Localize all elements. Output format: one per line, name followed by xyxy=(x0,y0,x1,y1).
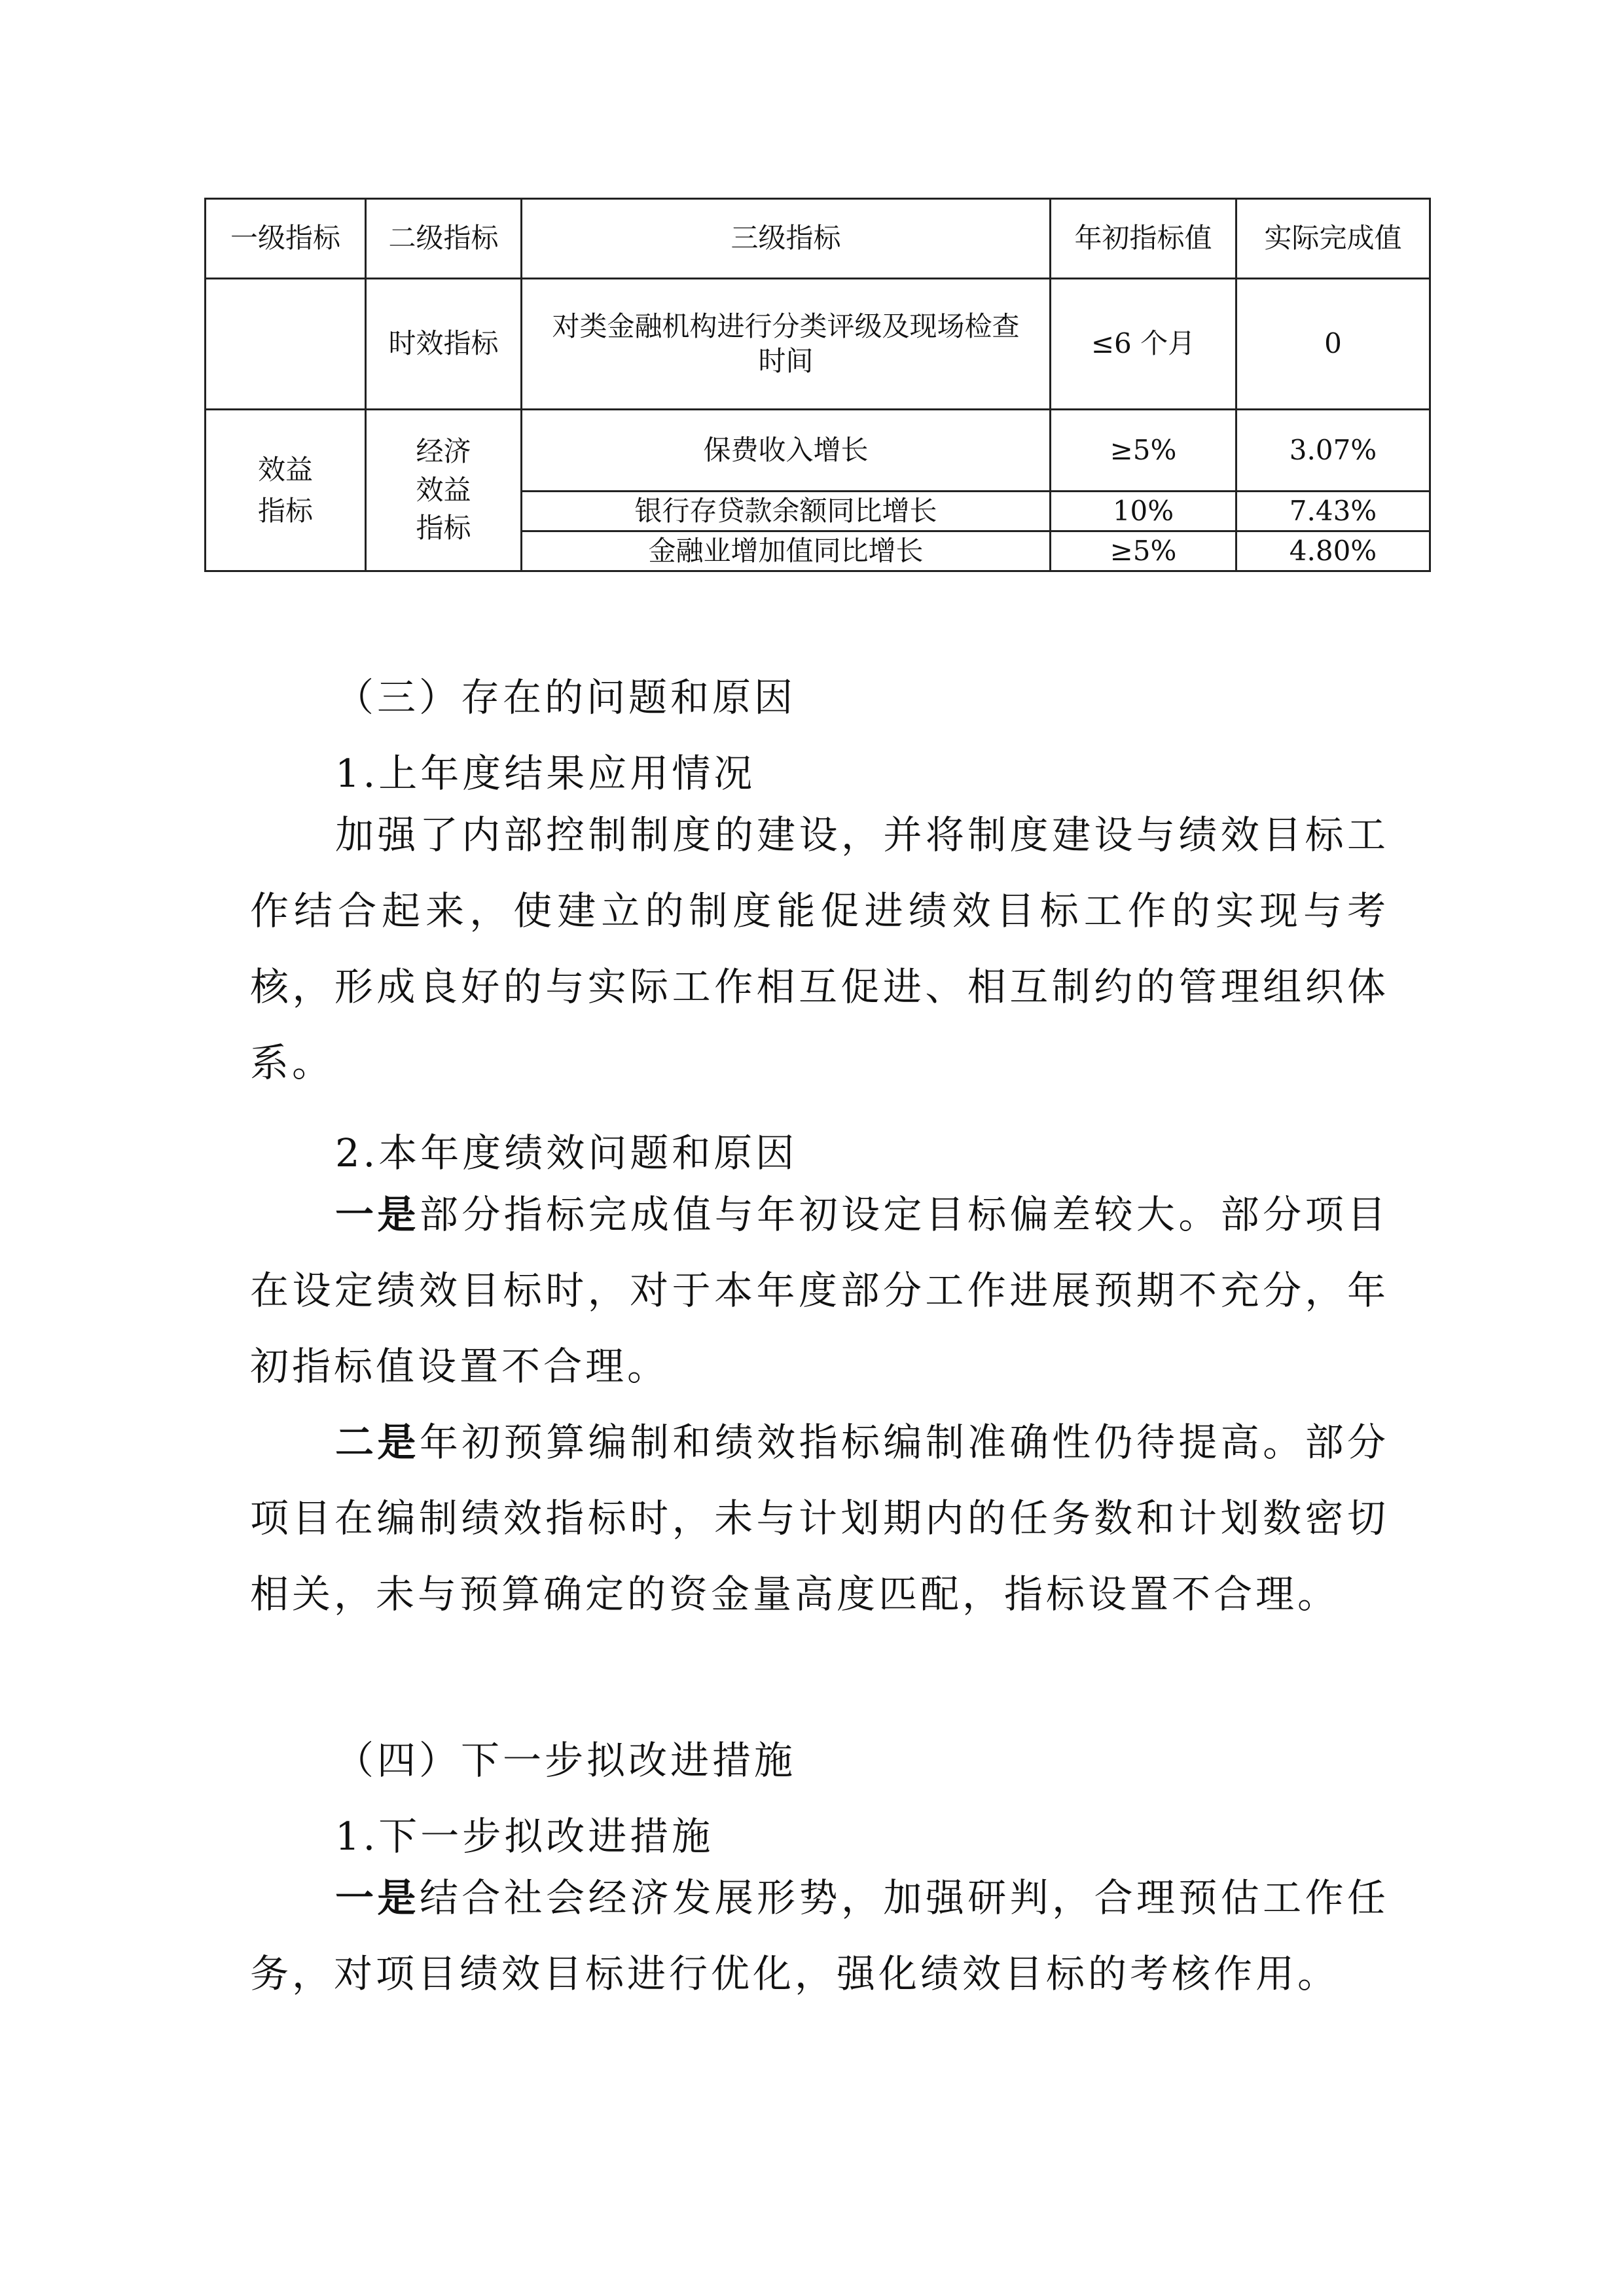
cell-actual: 4.80% xyxy=(1236,531,1430,571)
cell-level1-benefit: 效益指标 xyxy=(206,410,366,571)
lead-one-measure: 一是 xyxy=(335,1875,420,1920)
cell-target: ≥5% xyxy=(1051,410,1236,492)
lead-two: 二是 xyxy=(335,1420,420,1465)
subheading-3-2: 2.本年度绩效问题和原因 xyxy=(335,1130,798,1175)
header-level3: 三级指标 xyxy=(522,199,1051,279)
table-row xyxy=(206,410,1430,492)
paragraph-3: 二是年初预算编制和绩效指标编制准确性仍待提高。部分项目在编制绩效指标时，未与计划期内的任务数和计划数密切相关，未与预算确定的资金量高度匹配，指标设置不合理。 xyxy=(250,1420,1389,1617)
header-target: 年初指标值 xyxy=(1051,199,1236,279)
cell-target: ≤6 个月 xyxy=(1051,279,1236,410)
cell-level3: 对类金融机构进行分类评级及现场检查时间 xyxy=(522,279,1051,410)
lead-one: 一是 xyxy=(335,1192,420,1237)
section-heading-3: （三）存在的问题和原因 xyxy=(335,675,797,720)
paragraph-4: 一是结合社会经济发展形势，加强研判，合理预估工作任务，对项目绩效目标进行优化，强化绩效目标的考核作用。 xyxy=(250,1875,1389,1996)
header-level2: 二级指标 xyxy=(366,199,522,279)
table-row xyxy=(206,279,1430,410)
table-header-row xyxy=(206,199,1430,279)
cell-target: ≥5% xyxy=(1051,531,1236,571)
cell-actual: 7.43% xyxy=(1236,492,1430,531)
cell-actual: 0 xyxy=(1236,279,1430,410)
cell-level3: 银行存贷款余额同比增长 xyxy=(522,492,1051,531)
performance-indicator-table xyxy=(204,198,1431,572)
cell-level3: 金融业增加值同比增长 xyxy=(522,531,1051,571)
cell-level3: 保费收入增长 xyxy=(522,410,1051,492)
subheading-3-1: 1.上年度结果应用情况 xyxy=(335,751,756,796)
cell-actual: 3.07% xyxy=(1236,410,1430,492)
cell-level1 xyxy=(206,279,366,410)
header-level1: 一级指标 xyxy=(206,199,366,279)
section-heading-4: （四）下一步拟改进措施 xyxy=(335,1738,797,1783)
subheading-4-1: 1.下一步拟改进措施 xyxy=(335,1814,714,1859)
cell-target: 10% xyxy=(1051,492,1236,531)
paragraph-2: 一是部分指标完成值与年初设定目标偏差较大。部分项目在设定绩效目标时，对于本年度部分工作进展预期不充分，年初指标值设置不合理。 xyxy=(250,1192,1389,1389)
cell-level2-economic: 经济效益指标 xyxy=(366,410,522,571)
paragraph-1: 加强了内部控制制度的建设，并将制度建设与绩效目标工作结合起来，使建立的制度能促进绩效目标工作的实现与考核，形成良好的与实际工作相互促进、相互制约的管理组织体系。 xyxy=(250,812,1389,1085)
cell-level2: 时效指标 xyxy=(366,279,522,410)
header-actual: 实际完成值 xyxy=(1236,199,1430,279)
